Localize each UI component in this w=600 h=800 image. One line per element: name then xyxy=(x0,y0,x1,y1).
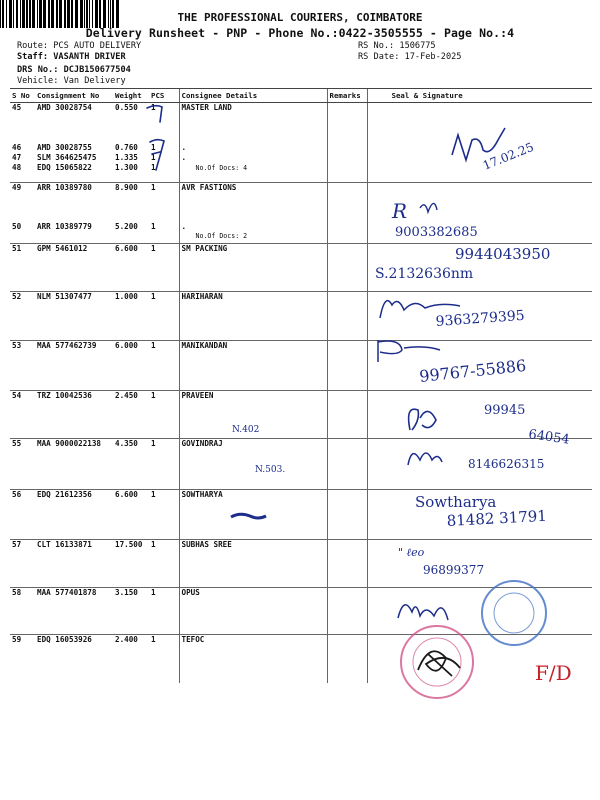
consignee-cell: SM PACKING xyxy=(179,244,327,292)
consignee-cell: . xyxy=(179,153,327,163)
consignment-cell: EDQ 21612356 xyxy=(35,490,113,540)
remarks-cell xyxy=(327,540,367,588)
pcs-cell: 1 xyxy=(149,292,179,341)
col-header-consignment: Consignment No xyxy=(35,89,113,103)
sno-cell: 49 xyxy=(12,183,22,192)
consignee-cell: AVR FASTIONS xyxy=(179,183,327,222)
consignee-cell xyxy=(179,222,327,244)
signature-cell xyxy=(367,391,592,439)
weight-cell: 8.900 xyxy=(115,183,138,192)
sno-cell: 47 xyxy=(12,152,22,162)
handwritten-phone: 96899377 xyxy=(423,563,485,577)
staff-text: Staff: VASANTH DRIVER xyxy=(17,52,126,62)
company-title: THE PROFESSIONAL COURIERS, COIMBATORE xyxy=(177,11,423,24)
weight-cell: 1.335 xyxy=(115,152,138,162)
handwritten-initials: " ℓeo xyxy=(398,546,425,559)
signature-cell xyxy=(367,153,592,163)
table-row xyxy=(10,183,592,222)
sno-cell: 53 xyxy=(10,341,35,391)
handwritten-phone: 9944043950 xyxy=(455,245,551,263)
remarks-cell xyxy=(327,341,367,391)
pcs-cell: 1 xyxy=(149,391,179,439)
table-row xyxy=(10,635,592,683)
handwritten-phone: 9363279395 xyxy=(435,307,526,330)
remarks-cell xyxy=(327,143,367,153)
remarks-cell xyxy=(327,292,367,341)
rs-number: RS No.: 1506775 xyxy=(358,41,436,51)
table-row xyxy=(10,103,592,143)
consignment-cell: SLM 364625475 xyxy=(37,152,97,162)
sno-cell: 58 xyxy=(10,588,35,635)
table-row xyxy=(10,540,592,588)
table-row xyxy=(10,588,592,635)
weight-cell: 1.000 xyxy=(113,292,149,341)
weight-cell: 6.000 xyxy=(113,341,149,391)
pcs-cell: 1 xyxy=(149,163,179,183)
signature-cell xyxy=(367,244,592,292)
pcs-cell: 1 xyxy=(149,588,179,635)
consignment-cell: ARR 10389780 xyxy=(37,183,92,192)
col-header-pcs: PCS xyxy=(149,89,179,103)
consignment-cell: GPM 5461012 xyxy=(35,244,113,292)
consignment-cell: CLT 16133871 xyxy=(35,540,113,588)
pcs-cell: 1 xyxy=(149,341,179,391)
handwritten-phone: 9003382685 xyxy=(395,225,478,240)
table-row xyxy=(10,439,592,490)
pcs-cell: 1 xyxy=(149,540,179,588)
col-header-remarks: Remarks xyxy=(327,89,367,103)
table-row xyxy=(10,143,592,153)
signature-cell xyxy=(367,183,592,222)
signature-cell xyxy=(367,490,592,540)
weight-cell: 0.760 xyxy=(115,142,138,152)
consignment-cell: TRZ 10042536 xyxy=(35,391,113,439)
handwritten-phone: 81482 31791 xyxy=(446,506,548,530)
table-row xyxy=(10,163,592,183)
sno-cell: 45 xyxy=(12,103,22,112)
pcs-cell: 1 xyxy=(149,244,179,292)
pcs-cell: 1 xyxy=(151,142,156,152)
consignee-cell: TEFOC xyxy=(179,635,327,683)
consignment-cell: EDQ 16053926 xyxy=(37,635,92,644)
table-row xyxy=(10,292,592,341)
handwritten-phone: 8146626315 xyxy=(468,457,545,471)
col-header-weight: Weight xyxy=(113,89,149,103)
runsheet-table xyxy=(10,88,592,683)
consignee-cell: PRAVEEN xyxy=(179,391,327,439)
handwritten-note: N.503. xyxy=(255,465,286,475)
vehicle-text: Vehicle: Van Delivery xyxy=(17,76,126,86)
consignment-cell: MAA 9000022138 xyxy=(35,439,113,490)
consignee-cell: GOVINDRAJ xyxy=(179,439,327,490)
remarks-cell xyxy=(327,183,367,222)
remarks-cell xyxy=(327,439,367,490)
sno-cell: 54 xyxy=(10,391,35,439)
docs-count: No.Of Docs: 4 xyxy=(195,163,248,172)
docs-count: No.Of Docs: 2 xyxy=(195,231,248,240)
consignment-cell: ARR 10389779 xyxy=(35,222,113,244)
consignee-cell: OPUS xyxy=(179,588,327,635)
remarks-cell xyxy=(327,588,367,635)
pcs-cell: 1 xyxy=(149,490,179,540)
consignment-cell: MAA 577462739 xyxy=(35,341,113,391)
sno-cell: 55 xyxy=(10,439,35,490)
consignee-cell: HARIHARAN xyxy=(179,292,327,341)
consignee-cell: SUBHAS SREE xyxy=(179,540,327,588)
consignee-cell: MASTER LAND xyxy=(179,103,327,143)
weight-cell: 6.600 xyxy=(113,490,149,540)
pcs-cell: 1 xyxy=(151,183,156,192)
weight-cell: 1.300 xyxy=(113,163,149,183)
remarks-cell xyxy=(327,163,367,183)
signature-cell xyxy=(367,540,592,588)
sno-cell: 59 xyxy=(12,635,22,644)
handwritten-name: Sowtharya xyxy=(415,493,497,511)
drs-number: DRS No.: DCJB150677504 xyxy=(17,65,131,75)
signature-cell xyxy=(367,103,592,143)
col-header-consignee: Consignee Details xyxy=(179,89,327,103)
sno-cell: 52 xyxy=(10,292,35,341)
sno-cell: 51 xyxy=(10,244,35,292)
remarks-cell xyxy=(327,222,367,244)
pcs-cell: 1 xyxy=(149,439,179,490)
col-header-sno: S No xyxy=(10,89,35,103)
handwritten-initials: R xyxy=(392,199,408,223)
pcs-cell: 1 xyxy=(149,222,179,244)
weight-cell: 4.350 xyxy=(113,439,149,490)
col-header-signature: Seal & Signature xyxy=(367,89,592,103)
table-row xyxy=(10,153,592,163)
consignment-cell: MAA 577401878 xyxy=(35,588,113,635)
consignment-cell: NLM 51307477 xyxy=(35,292,113,341)
remarks-cell xyxy=(327,153,367,163)
signature-cell xyxy=(367,341,592,391)
handwritten-number: 64054 xyxy=(527,427,571,448)
remarks-cell xyxy=(327,244,367,292)
consignment-cell: AMD 30028755 xyxy=(37,142,92,152)
handwritten-note: N.402 xyxy=(232,425,260,435)
pcs-cell: 1 xyxy=(151,152,156,162)
signature-cell xyxy=(367,222,592,244)
pcs-cell: 1 xyxy=(151,635,156,644)
signature-cell xyxy=(367,292,592,341)
handwritten-number: 99945 xyxy=(484,403,526,418)
table-row xyxy=(10,244,592,292)
consignee-cell: . xyxy=(179,143,327,153)
handwritten-date: 17.02.25 xyxy=(480,139,536,173)
handwritten-phone: 99767-55886 xyxy=(418,355,528,386)
weight-cell: 6.600 xyxy=(113,244,149,292)
weight-cell: 3.150 xyxy=(113,588,149,635)
fd-mark: F/D xyxy=(535,661,572,685)
weight-cell: 17.500 xyxy=(113,540,149,588)
remarks-cell xyxy=(327,391,367,439)
remarks-cell xyxy=(327,635,367,683)
table-row xyxy=(10,341,592,391)
weight-cell: 0.550 xyxy=(115,103,138,112)
remarks-cell xyxy=(327,490,367,540)
consignment-cell: AMD 30028754 xyxy=(37,103,92,112)
detail-dot: . xyxy=(181,221,187,231)
remarks-cell xyxy=(327,103,367,143)
signature-cell xyxy=(367,439,592,490)
consignee-cell: MANIKANDAN xyxy=(179,341,327,391)
sno-cell: 56 xyxy=(10,490,35,540)
signature-cell xyxy=(367,163,592,183)
consignee-cell xyxy=(179,163,327,183)
table-header-row xyxy=(10,89,592,103)
weight-cell: 2.400 xyxy=(115,635,138,644)
consignee-cell: SOWTHARYA xyxy=(179,490,327,540)
route-text: Route: PCS AUTO DELIVERY xyxy=(17,41,142,51)
consignment-cell: EDQ 15065822 xyxy=(35,163,113,183)
sno-cell: 46 xyxy=(12,142,22,152)
signature-cell xyxy=(367,143,592,153)
rs-date: RS Date: 17-Feb-2025 xyxy=(358,52,462,62)
sno-cell: 50 xyxy=(10,222,35,244)
signature-cell xyxy=(367,635,592,683)
runsheet-subtitle: Delivery Runsheet - PNP - Phone No.:0422-3505555 - Page No.:4 xyxy=(85,26,515,40)
pcs-cell: 1 xyxy=(151,103,156,112)
signature-cell xyxy=(367,588,592,635)
table-row xyxy=(10,222,592,244)
table-row xyxy=(10,490,592,540)
weight-cell: 2.450 xyxy=(113,391,149,439)
handwritten-note: S.2132636nm xyxy=(375,266,474,282)
table-row xyxy=(10,391,592,439)
weight-cell: 5.200 xyxy=(113,222,149,244)
sno-cell: 48 xyxy=(10,163,35,183)
sno-cell: 57 xyxy=(10,540,35,588)
